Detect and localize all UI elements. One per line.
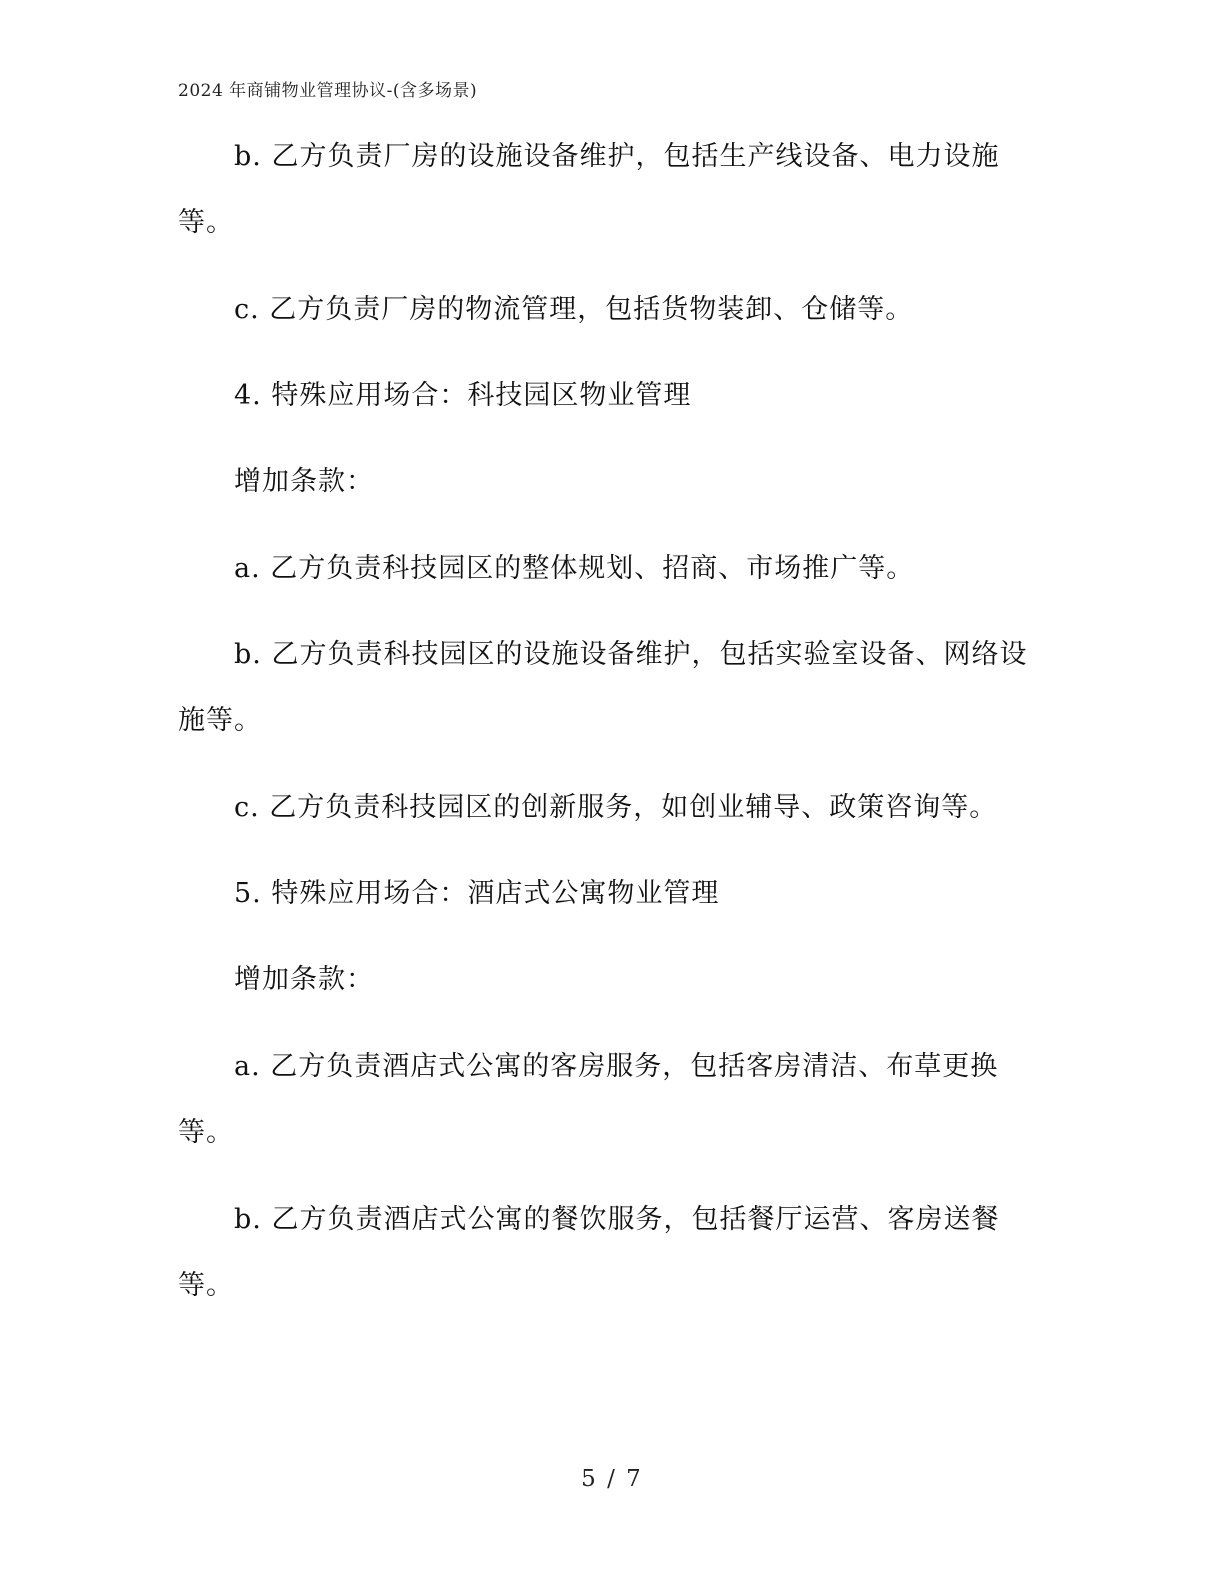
clause-paragraph (178, 277, 1028, 343)
additional-terms-text: 增加条款： (234, 466, 374, 497)
page-number: 5 / 7 (581, 1466, 643, 1492)
clause-paragraph (178, 622, 1028, 754)
clause-paragraph (178, 536, 1028, 602)
additional-terms-text: 增加条款： (234, 964, 374, 995)
clause-paragraph (178, 1187, 1028, 1319)
clause-text: a. 乙方负责科技园区的整体规划、招商、市场推广等。 (234, 553, 915, 584)
clause-text: c. 乙方负责厂房的物流管理，包括货物装卸、仓储等。 (234, 294, 914, 325)
section-heading (178, 861, 1028, 927)
section-heading-text: 4. 特殊应用场合：科技园区物业管理 (234, 380, 692, 411)
running-header: 2024 年商铺物业管理协议-(含多场景) (178, 81, 478, 101)
section-heading-text: 5. 特殊应用场合：酒店式公寓物业管理 (234, 878, 720, 909)
clause-text: b. 乙方负责科技园区的设施设备维护，包括实验室设备、网络设施等。 (178, 639, 1028, 736)
section-heading (178, 363, 1028, 429)
clause-text: b. 乙方负责酒店式公寓的餐饮服务，包括餐厅运营、客房送餐等。 (178, 1204, 1000, 1301)
clause-text: c. 乙方负责科技园区的创新服务，如创业辅导、政策咨询等。 (234, 792, 998, 823)
clause-paragraph (178, 775, 1028, 841)
clause-paragraph (178, 124, 1028, 256)
clause-text: b. 乙方负责厂房的设施设备维护，包括生产线设备、电力设施等。 (178, 141, 1000, 238)
clause-text: a. 乙方负责酒店式公寓的客房服务，包括客房清洁、布草更换等。 (178, 1051, 999, 1148)
additional-terms-label (178, 449, 1028, 515)
additional-terms-label (178, 947, 1028, 1013)
clause-paragraph (178, 1034, 1028, 1166)
